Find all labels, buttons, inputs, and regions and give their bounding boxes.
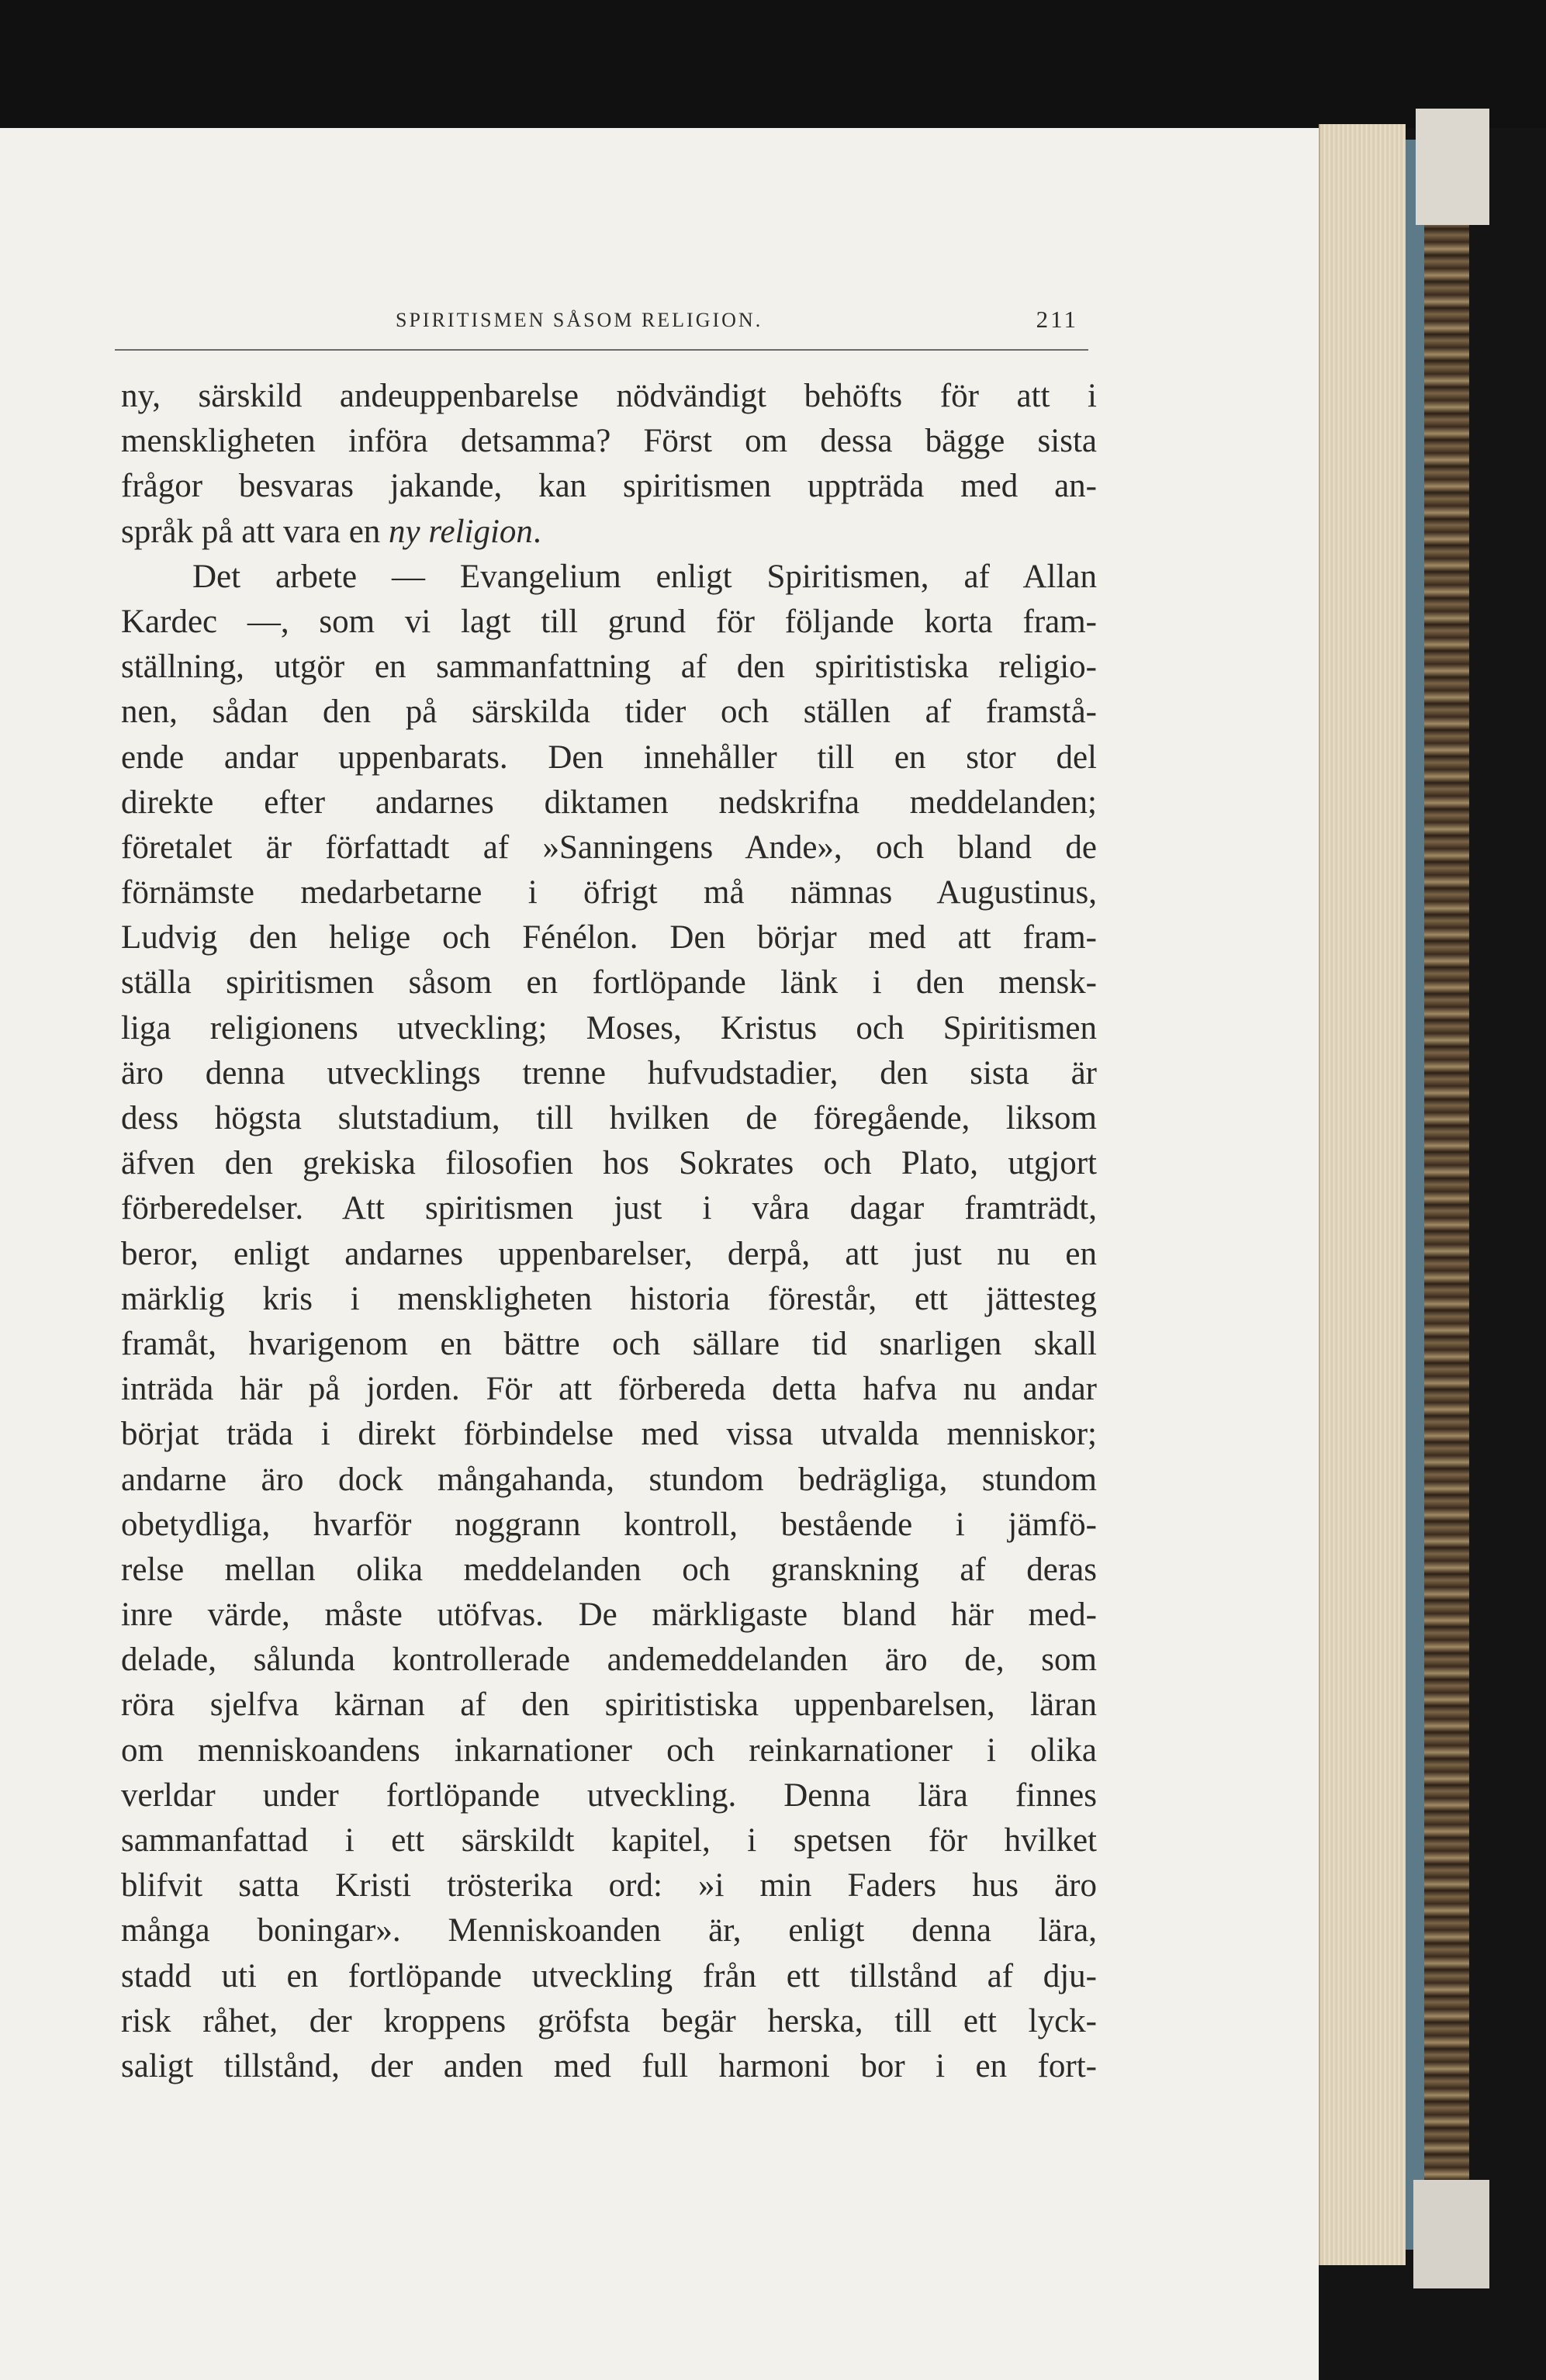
text-line: nen, sådan den på särskilda tider och ställen af framstå- [121, 694, 1097, 731]
text-line: sammanfattad i ett särskildt kapitel, i spetsen för hvilket [121, 1822, 1097, 1859]
text-line: röra sjelfva kärnan af den spiritistiska uppenbarelsen, läran [121, 1686, 1097, 1724]
text-line: ställa spiritismen såsom en fortlöpande länk i den mensk- [121, 964, 1097, 1001]
text-line: många boningar». Menniskoanden är, enligt denna lära, [121, 1912, 1097, 1949]
text-line: om menniskoandens inkarnationer och reinkarnationer i olika [121, 1731, 1097, 1769]
text-line: menskligheten införa detsamma? Först om dessa bägge sista [121, 423, 1097, 460]
marbled-cover [1424, 109, 1469, 2273]
binding-band [1406, 140, 1424, 2250]
text-line [121, 510, 1097, 555]
text-line: liga religionens utveckling; Moses, Kristus och Spiritismen [121, 1009, 1097, 1046]
paragraph-start: Det arbete — Evangelium enligt Spiritismen, af Allan [192, 558, 1097, 595]
text-line: andarne äro dock mångahanda, stundom bedrägliga, stundom [121, 1461, 1097, 1498]
text-line: märklig kris i menskligheten historia förestår, ett jättesteg [121, 1280, 1097, 1317]
text-line: företalet är författadt af »Sanningens Ande», och bland de [121, 829, 1097, 866]
text-line: inträda här på jorden. För att förbereda detta hafva nu andar [121, 1371, 1097, 1408]
text-line: ställning, utgör en sammanfattning af den spiritistiska religio- [121, 649, 1097, 686]
scan-background [0, 0, 1546, 128]
text-line: äfven den grekiska filosofien hos Sokrates och Plato, utgjort [121, 1145, 1097, 1182]
text-line: Ludvig den helige och Fénélon. Den börjar med att fram- [121, 919, 1097, 956]
italic-phrase: ny religion [389, 513, 533, 550]
text-run: språk på att vara en [121, 513, 389, 550]
running-title: SPIRITISMEN SÅSOM RELIGION. [396, 309, 763, 331]
text-line: Kardec —, som vi lagt till grund för följande korta fram- [121, 603, 1097, 640]
text-line: delade, sålunda kontrollerade andemeddelanden äro de, som [121, 1641, 1097, 1679]
text-line: risk råhet, der kroppens gröfsta begär herska, till ett lyck- [121, 2002, 1097, 2039]
text-line: äro denna utvecklings trenne hufvudstadier, den sista är [121, 1054, 1097, 1091]
page-block-edge [1319, 124, 1406, 2265]
cover-corner-bottom [1413, 2180, 1489, 2288]
text-line: obetydliga, hvarför noggrann kontroll, bestående i jämfö- [121, 1506, 1097, 1543]
text-line: relse mellan olika meddelanden och granskning af deras [121, 1551, 1097, 1588]
text-line: saligt tillstånd, der anden med full harmoni bor i en fort- [121, 2047, 1097, 2084]
text-line: börjat träda i direkt förbindelse med vissa utvalda menniskor; [121, 1416, 1097, 1453]
text-line: inre värde, måste utöfvas. De märkligaste bland här med- [121, 1596, 1097, 1634]
text-line: förberedelser. Att spiritismen just i våra dagar framträdt, [121, 1190, 1097, 1227]
text-line: direkte efter andarnes diktamen nedskrifna meddelanden; [121, 784, 1097, 821]
text-line: ende andar uppenbarats. Den innehåller till en stor del [121, 739, 1097, 776]
text-line: beror, enligt andarnes uppenbarelser, derpå, att just nu en [121, 1235, 1097, 1272]
body-text [121, 374, 1097, 2089]
text-line: framåt, hvarigenom en bättre och sällare tid snarligen skall [121, 1325, 1097, 1362]
header-rule [115, 349, 1088, 351]
text-line: blifvit satta Kristi trösterika ord: »i min Faders hus äro [121, 1867, 1097, 1904]
text-line: verldar under fortlöpande utveckling. Denna lära finnes [121, 1776, 1097, 1814]
text-run: . [532, 513, 541, 550]
page-header [396, 306, 1090, 348]
page-number: 211 [1036, 306, 1078, 333]
text-line: ny, särskild andeuppenbarelse nödvändigt behöfts för att i [121, 378, 1097, 414]
text-line: dess högsta slutstadium, till hvilken de föregående, liksom [121, 1100, 1097, 1136]
cover-corner-top [1416, 109, 1489, 225]
text-line: förnämste medarbetarne i öfrigt må nämnas Augustinus, [121, 874, 1097, 912]
text-line: frågor besvaras jakande, kan spiritismen uppträda med an- [121, 468, 1097, 505]
text-line: stadd uti en fortlöpande utveckling från ett tillstånd af dju- [121, 1957, 1097, 1994]
